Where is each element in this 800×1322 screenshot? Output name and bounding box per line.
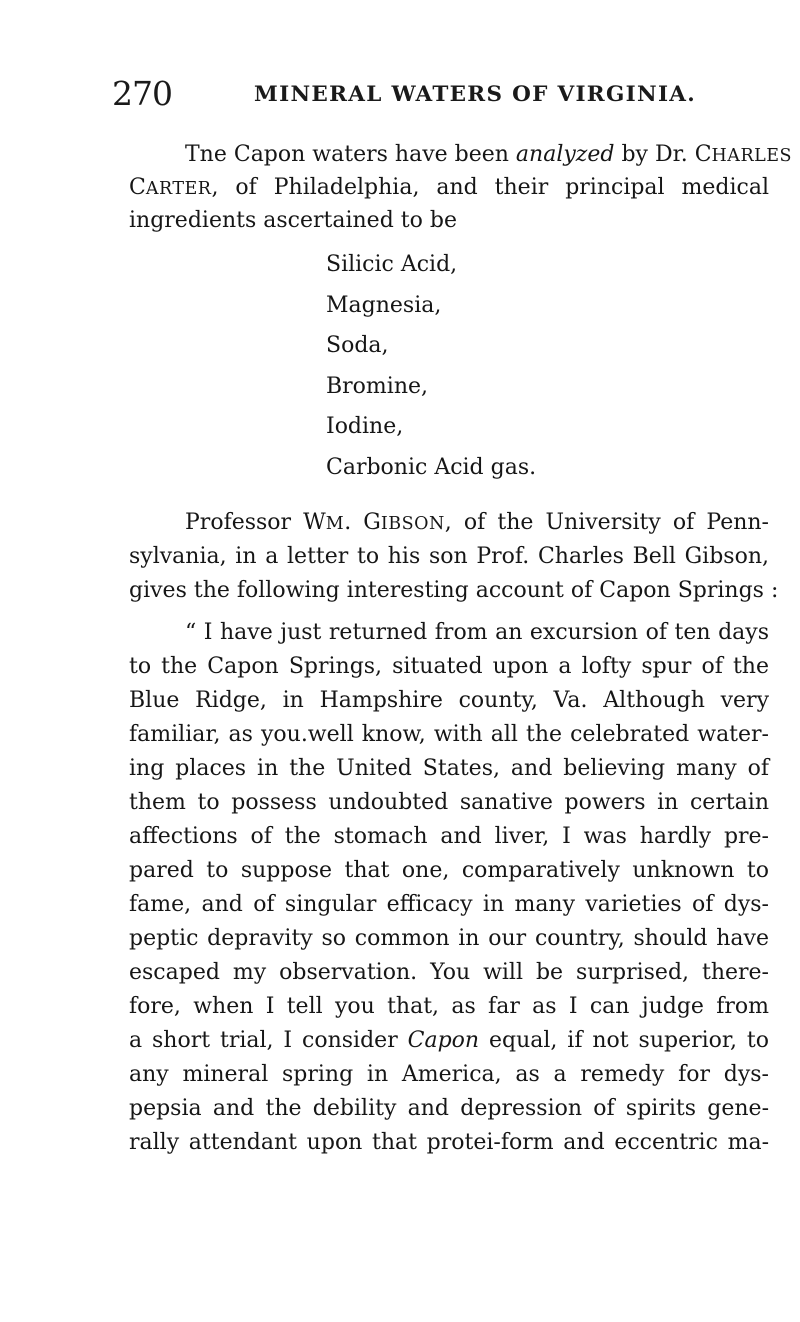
page-number: 270 — [112, 74, 172, 113]
paragraph-3-line-14: any mineral spring in America, as a remedy for dys- — [129, 1062, 769, 1087]
running-title: MINERAL WATERS OF VIRGINIA. — [254, 82, 697, 107]
paragraph-3-line-13: a short trial, I consider Capon equal, if not superior, to — [129, 1028, 769, 1053]
paragraph-2-line-3: gives the following interesting account of Capon Springs : — [129, 578, 779, 603]
paragraph-2-line-2: sylvania, in a letter to his son Prof. Charles Bell Gibson, — [129, 544, 769, 569]
paragraph-3-line-1: “ I have just returned from an excursion of ten days — [185, 620, 769, 645]
paragraph-3-line-5: ing places in the United States, and believing many of — [129, 756, 769, 781]
list-item: Bromine, — [326, 373, 429, 399]
list-item: Iodine, — [326, 414, 404, 440]
paragraph-1-line-3: ingredients ascertained to be — [129, 208, 457, 233]
list-item: Silicic Acid, — [326, 252, 458, 277]
paragraph-3-line-9: fame, and of singular efficacy in many varieties of dys- — [129, 892, 769, 917]
paragraph-3-line-16: rally attendant upon that protei-form and eccentric ma- — [129, 1130, 769, 1155]
paragraph-2-line-1: Professor WM. GIBSON, of the University of Penn- — [185, 510, 769, 535]
paragraph-3-line-6: them to possess undoubted sanative powers in certain — [129, 790, 769, 815]
paragraph-3-line-4: familiar, as you.well know, with all the celebrated water- — [129, 722, 769, 747]
paragraph-1-line-1: Tne Capon waters have been analyzed by Dr. CHARLES — [185, 142, 793, 167]
paragraph-3-line-11: escaped my observation. You will be surprised, there- — [129, 960, 769, 985]
page-header — [112, 74, 712, 114]
paragraph-3-line-7: affections of the stomach and liver, I was hardly pre- — [129, 824, 769, 849]
ingredient-list — [326, 245, 536, 489]
paragraph-3-line-2: to the Capon Springs, situated upon a lofty spur of the — [129, 654, 769, 679]
list-item: Magnesia, — [326, 292, 442, 318]
list-item: Soda, — [326, 333, 389, 359]
paragraph-1-line-2: CARTER, of Philadelphia, and their principal medical — [129, 175, 769, 200]
paragraph-3-line-15: pepsia and the debility and depression of spirits gene- — [129, 1096, 769, 1121]
paragraph-3-line-12: fore, when I tell you that, as far as I can judge from — [129, 994, 769, 1019]
paragraph-3-line-3: Blue Ridge, in Hampshire county, Va. Although very — [129, 688, 769, 713]
list-item: Carbonic Acid gas. — [326, 454, 537, 480]
paragraph-3-line-8: pared to suppose that one, comparatively unknown to — [129, 858, 769, 883]
paragraph-3-line-10: peptic depravity so common in our country, should have — [129, 926, 769, 951]
